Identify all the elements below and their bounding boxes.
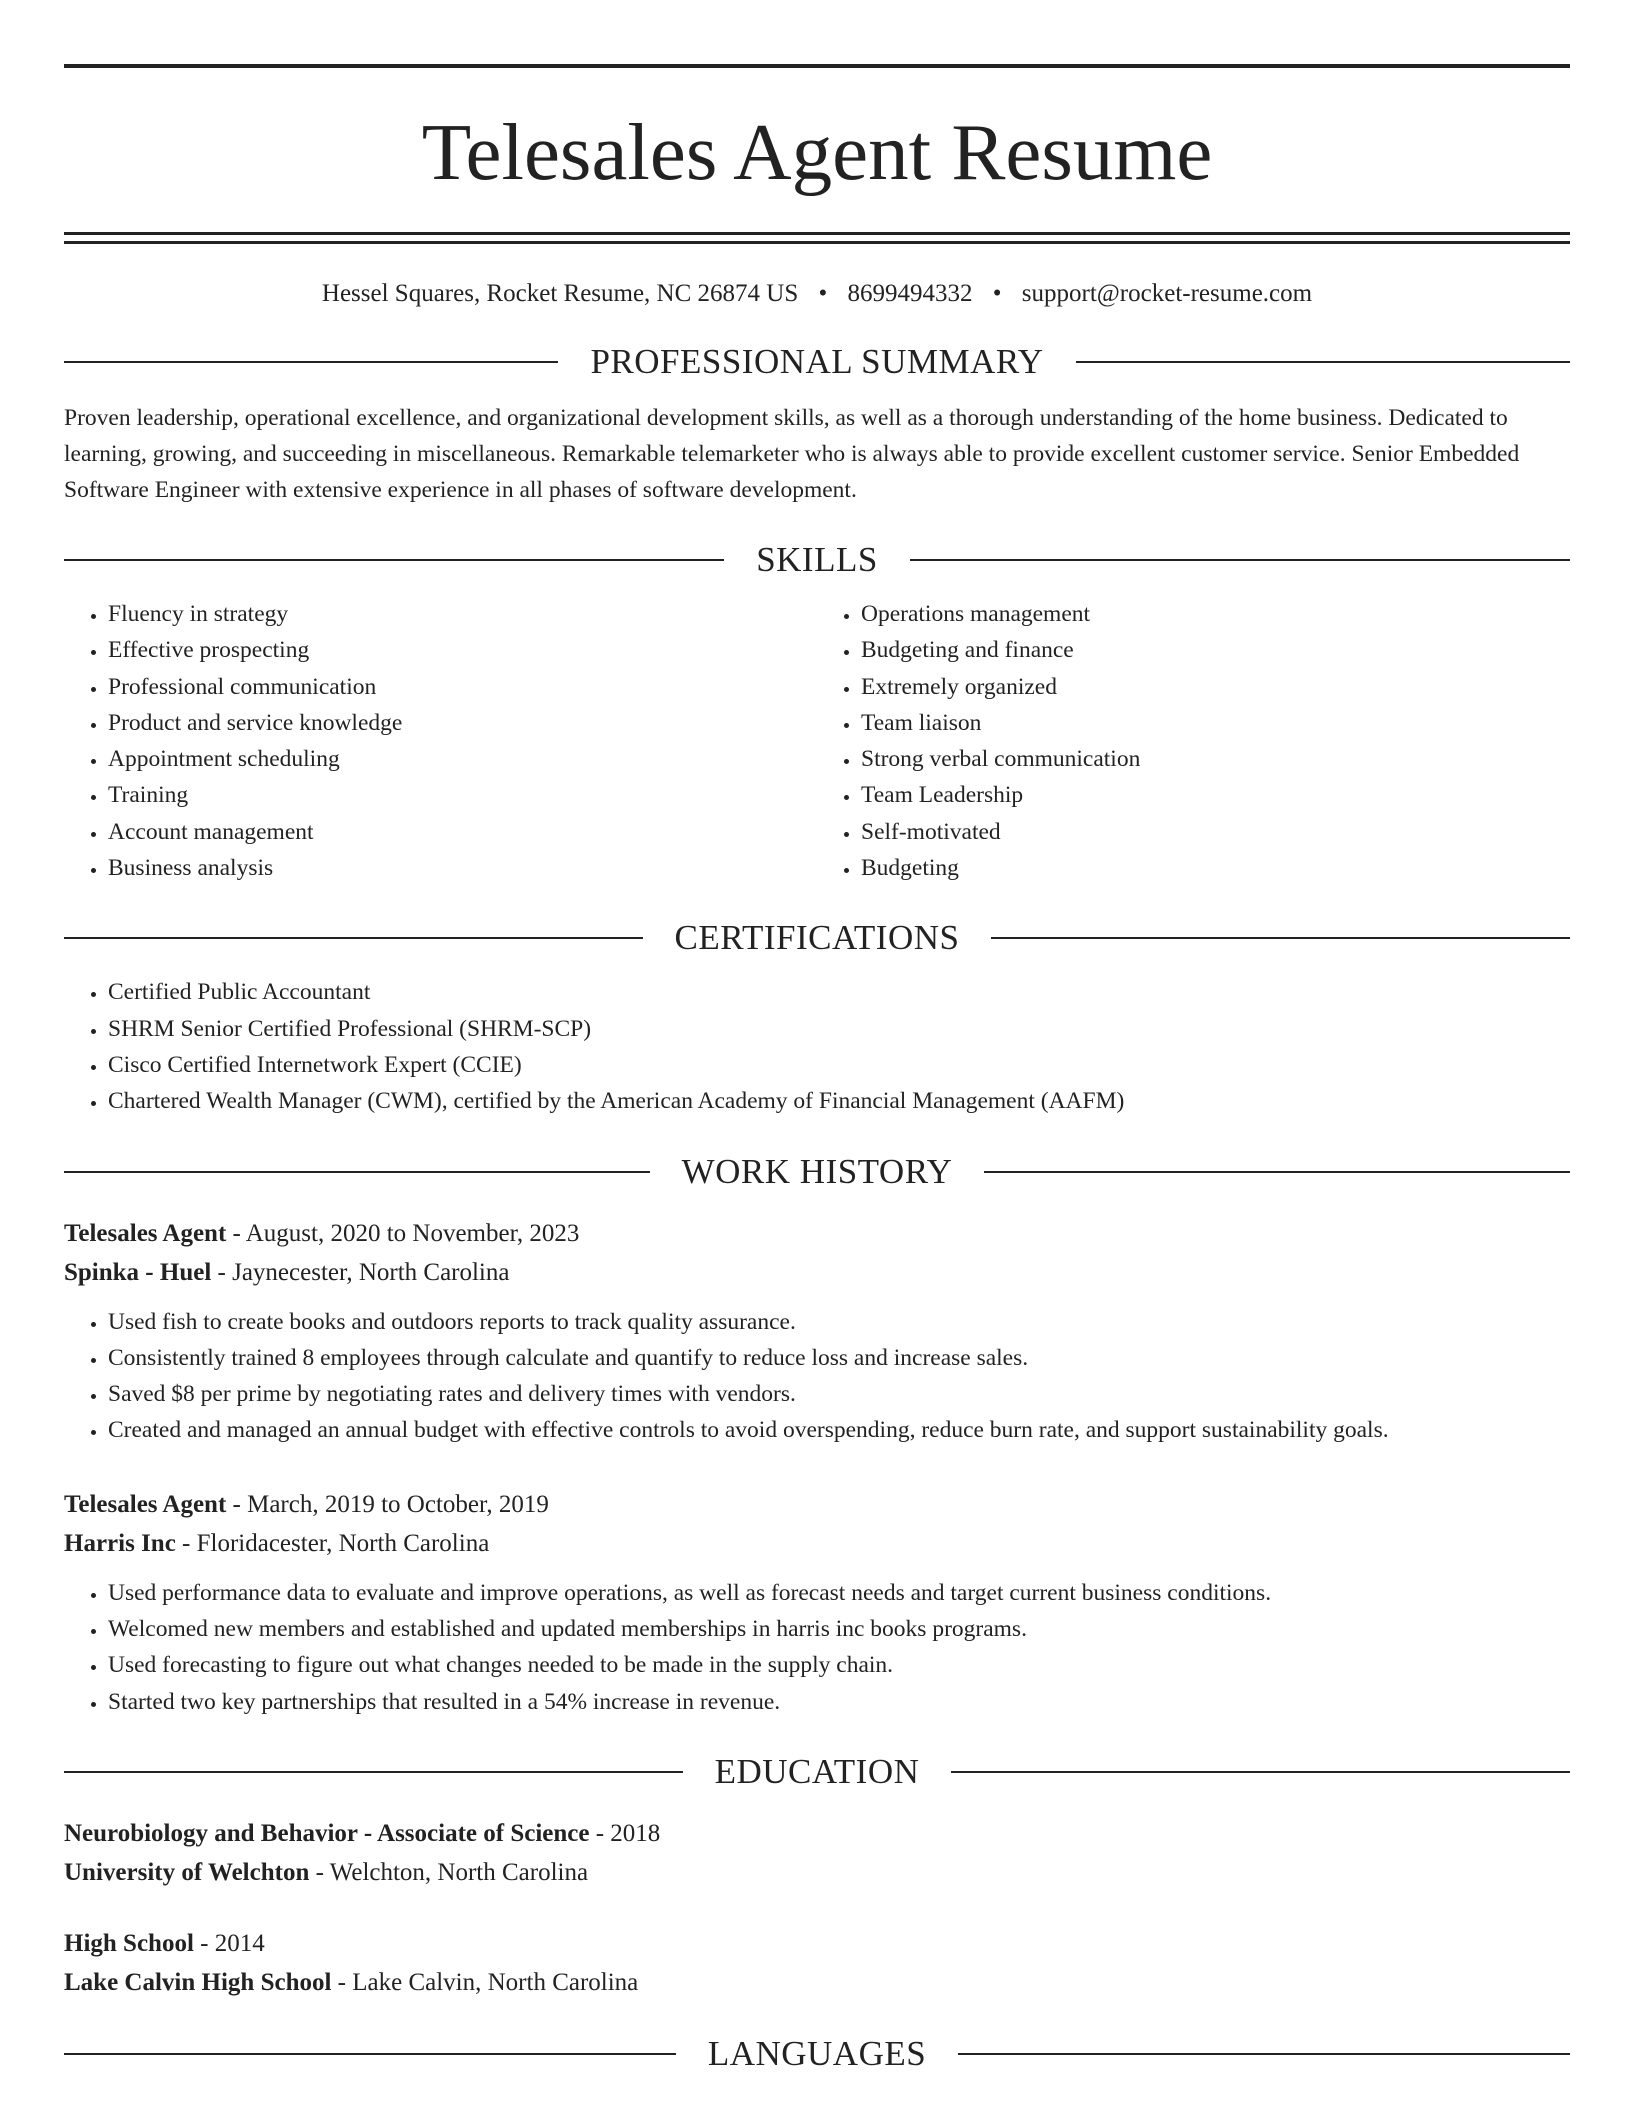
certification-item: • Cisco Certified Internetwork Expert (CCIE) [108, 1047, 1570, 1083]
skills-list-left [64, 596, 817, 886]
education-degree: Neurobiology and Behavior - Associate of Science [64, 1819, 590, 1847]
skill-item: • Team liaison [861, 705, 1570, 741]
top-rule [64, 64, 1570, 68]
education-school-line [64, 1853, 1570, 1892]
job-title-line [64, 1214, 1570, 1253]
education-entry [64, 1814, 1570, 1892]
job-bullet: • Consistently trained 8 employees through calculate and quantify to reduce loss and increase sales. [108, 1340, 1570, 1376]
resume-content [64, 64, 1570, 2078]
skill-item: • Appointment scheduling [108, 741, 817, 777]
skill-item: • Team Leadership [861, 777, 1570, 813]
education-location: - Lake Calvin, North Carolina [331, 1968, 639, 1996]
title-rule-upper [64, 232, 1570, 235]
education-school-line [64, 1963, 1570, 2002]
job-bullets [64, 1575, 1570, 1720]
job-bullet: • Saved $8 per prime by negotiating rates and delivery times with vendors. [108, 1376, 1570, 1412]
contact-line [64, 278, 1570, 310]
section-title: WORK HISTORY [681, 1151, 953, 1191]
skill-item: • Strong verbal communication [861, 741, 1570, 777]
education-degree-line [64, 1924, 1570, 1963]
section-header-skills [64, 536, 1570, 584]
job-bullets [64, 1304, 1570, 1449]
job-location: - Floridacester, North Carolina [175, 1529, 490, 1557]
section-header-summary [64, 338, 1570, 386]
section-title: PROFESSIONAL SUMMARY [590, 342, 1044, 381]
skill-item: • Budgeting and finance [861, 632, 1570, 668]
job-bullet: • Used forecasting to figure out what changes needed to be made in the supply chain. [108, 1647, 1570, 1683]
contact-separator: • [992, 280, 1002, 307]
section-rule [984, 1171, 1570, 1173]
section-rule [910, 559, 1570, 561]
skill-item: • Product and service knowledge [108, 705, 817, 741]
job-title-line [64, 1485, 1570, 1524]
skill-item: • Extremely organized [861, 669, 1570, 705]
education-year: - 2018 [589, 1819, 661, 1847]
certification-item: • SHRM Senior Certified Professional (SHRM-SCP) [108, 1011, 1570, 1047]
certifications-list [64, 974, 1570, 1119]
education-degree: High School [64, 1929, 194, 1957]
job-title: Telesales Agent [64, 1219, 227, 1247]
contact-address: Hessel Squares, Rocket Resume, NC 26874 US [321, 280, 799, 307]
section-rule [951, 1771, 1570, 1773]
section-rule [958, 2053, 1570, 2055]
section-title: LANGUAGES [707, 2033, 927, 2073]
education-entry [64, 1924, 1570, 2002]
section-rule [991, 937, 1570, 939]
job-entry [64, 1214, 1570, 1449]
contact-separator: • [818, 280, 828, 307]
job-company-line [64, 1253, 1570, 1292]
job-bullet: • Created and managed an annual budget with effective controls to avoid overspending, reduce burn rate, and support sustainability goals. [108, 1412, 1570, 1448]
job-bullet: • Used fish to create books and outdoors reports to track quality assurance. [108, 1304, 1570, 1340]
section-header-work [64, 1148, 1570, 1196]
skills-list-right [817, 596, 1570, 886]
skill-item: • Professional communication [108, 669, 817, 705]
job-company-line [64, 1524, 1570, 1563]
section-rule [1076, 361, 1570, 363]
section-rule [64, 559, 724, 561]
section-title: CERTIFICATIONS [674, 918, 960, 958]
section-rule [64, 937, 643, 939]
contact-email: support@rocket-resume.com [1021, 280, 1313, 307]
education-school: Lake Calvin High School [64, 1968, 332, 1996]
page-title: Telesales Agent Resume [421, 107, 1213, 197]
skills-columns [64, 584, 1570, 886]
title-rule-lower [64, 241, 1570, 244]
section-header-education [64, 1748, 1570, 1796]
certification-item: • Chartered Wealth Manager (CWM), certified by the American Academy of Financial Management (AAFM) [108, 1083, 1570, 1119]
skill-item: • Effective prospecting [108, 632, 817, 668]
section-rule [64, 1771, 683, 1773]
skill-item: • Account management [108, 814, 817, 850]
education-school: University of Welchton [64, 1858, 310, 1886]
section-title: SKILLS [756, 540, 878, 579]
job-bullet: • Used performance data to evaluate and improve operations, as well as forecast needs and target current business conditions. [108, 1575, 1570, 1611]
section-header-languages [64, 2030, 1570, 2078]
certification-item: • Certified Public Accountant [108, 974, 1570, 1010]
skill-item: • Training [108, 777, 817, 813]
section-title: EDUCATION [714, 1751, 920, 1791]
job-bullet: • Welcomed new members and established and updated memberships in harris inc books programs. [108, 1611, 1570, 1647]
education-location: - Welchton, North Carolina [309, 1858, 589, 1886]
skill-item: • Operations management [861, 596, 1570, 632]
job-dates: - August, 2020 to November, 2023 [226, 1219, 580, 1247]
job-dates: - March, 2019 to October, 2019 [226, 1490, 549, 1518]
section-rule [64, 1171, 650, 1173]
job-entry [64, 1485, 1570, 1720]
contact-phone: 8699494332 [847, 280, 973, 307]
section-rule [64, 2053, 676, 2055]
job-location: - Jaynecester, North Carolina [211, 1258, 510, 1286]
education-degree-line [64, 1814, 1570, 1853]
section-header-certifications [64, 914, 1570, 962]
education-year: - 2014 [193, 1929, 265, 1957]
job-bullet: • Started two key partnerships that resulted in a 54% increase in revenue. [108, 1684, 1570, 1720]
skill-item: • Budgeting [861, 850, 1570, 886]
job-company: Spinka - Huel [64, 1258, 212, 1286]
summary-text: Proven leadership, operational excellence, and organizational development skills, as well as a thorough understanding of the home business. Dedicated to learning, growing, and succeeding in miscellaneous. Remarkable telemarketer who is always able to provide excellent customer service. Senior Embedded Software Engineer with extensive experience in all phases of software development. [64, 405, 1520, 503]
skill-item: • Fluency in strategy [108, 596, 817, 632]
job-title: Telesales Agent [64, 1490, 227, 1518]
section-rule [64, 361, 558, 363]
job-company: Harris Inc [64, 1529, 176, 1557]
skill-item: • Business analysis [108, 850, 817, 886]
skill-item: • Self-motivated [861, 814, 1570, 850]
